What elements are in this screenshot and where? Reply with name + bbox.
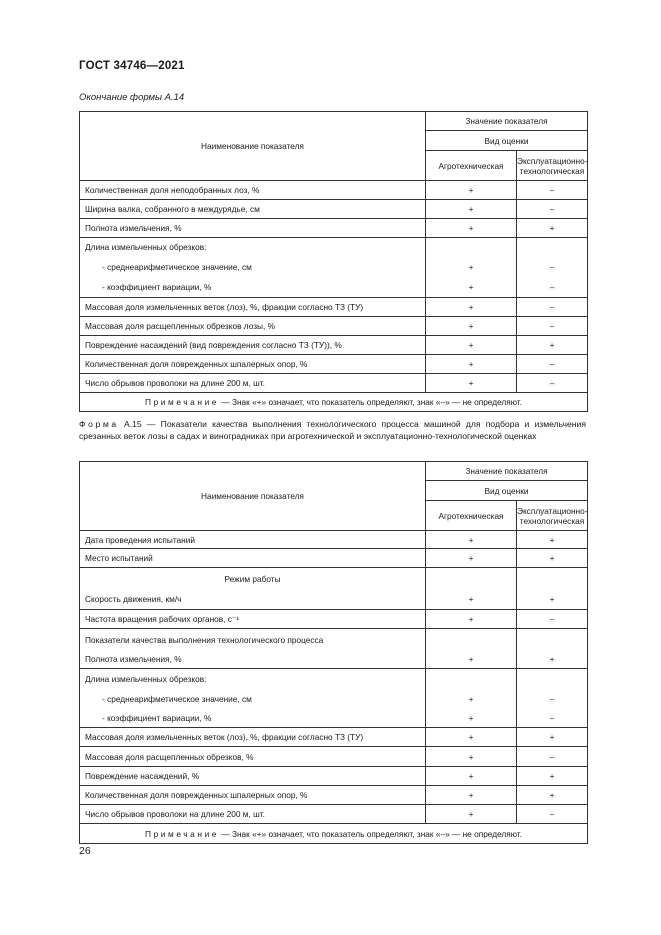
table-note	[80, 824, 588, 844]
table-cell-agro: +	[426, 786, 517, 805]
table-row-name: Длина измельченных обрезков:	[80, 669, 426, 689]
table-cell-expl: –	[517, 709, 588, 728]
table-row-name: Массовая доля расщепленных обрезков, %	[80, 747, 426, 767]
table-cell-agro: +	[426, 747, 517, 767]
note-text: — Знак «+» означает, что показатель определяют, знак «–» — не определяют.	[219, 828, 522, 839]
table-cell-agro	[426, 669, 517, 689]
table1-caption: Окончание формы А.14	[79, 92, 185, 103]
column-header-value: Значение показателя	[426, 462, 588, 481]
table-cell-agro: +	[426, 531, 517, 549]
table-cell-expl: –	[517, 298, 588, 317]
table-row-name: Число обрывов проволоки на длине 200 м, шт.	[80, 805, 426, 824]
table-cell-agro: +	[426, 767, 517, 786]
column-header-kind: Вид оценки	[426, 481, 588, 501]
table-row-name: Количественная доля поврежденных шпалерных опор, %	[80, 355, 426, 374]
table-row-name: Полнота измельчения, %	[80, 651, 426, 669]
table-row-name: Дата проведения испытаний	[80, 531, 426, 549]
table-row-name: Массовая доля измельченных веток (лоз), %, фракции согласно ТЗ (ТУ)	[80, 298, 426, 317]
column-header-value: Значение показателя	[426, 112, 588, 131]
table-cell-expl	[517, 629, 588, 651]
table-cell-agro: +	[426, 728, 517, 747]
table-row-name: - коэффициент вариации, %	[80, 709, 426, 728]
table-row-name: Повреждение насаждений (вид повреждения согласно ТЗ (ТУ)), %	[80, 336, 426, 355]
table-row-name: Место испытаний	[80, 549, 426, 568]
table-row-name: Скорость движения, км/ч	[80, 590, 426, 610]
table-cell-expl: +	[517, 590, 588, 610]
table-form-a14	[79, 111, 588, 412]
table-row-name: Число обрывов проволоки на длине 200 м, шт.	[80, 374, 426, 393]
table-cell-expl: –	[517, 610, 588, 629]
column-header-name: Наименование показателя	[80, 112, 426, 181]
table-row-name: - среднеарифметическое значение, см	[80, 257, 426, 278]
table-cell-agro	[426, 238, 517, 257]
table-cell-agro: +	[426, 336, 517, 355]
table-cell-expl: –	[517, 374, 588, 393]
table-cell-expl: +	[517, 531, 588, 549]
column-header-agro: Агротехническая	[426, 501, 517, 531]
table-cell-expl	[517, 669, 588, 689]
column-header-expl: Эксплуатационно-технологическая	[517, 151, 588, 181]
note-label: Примечание	[145, 828, 220, 839]
table-cell-expl: –	[517, 317, 588, 336]
table-note	[80, 393, 588, 412]
column-header-expl: Эксплуатационно-технологическая	[517, 501, 588, 531]
table-row-name: - коэффициент вариации, %	[80, 278, 426, 298]
table-cell-expl	[517, 568, 588, 590]
table-cell-expl: +	[517, 728, 588, 747]
note-text: — Знак «+» означает, что показатель определяют, знак «–» — не определяют.	[219, 397, 522, 407]
table-cell-agro: +	[426, 709, 517, 728]
table-form-a15	[79, 461, 588, 844]
table-row-name: - среднеарифметическое значение, см	[80, 689, 426, 709]
table-cell-expl: +	[517, 549, 588, 568]
table-cell-expl: –	[517, 257, 588, 278]
table-row-name: Длина измельченных обрезков:	[80, 238, 426, 257]
table-row-name: Частота вращения рабочих органов, с⁻¹	[80, 610, 426, 629]
table-cell-expl: +	[517, 786, 588, 805]
document-header: ГОСТ 34746—2021	[79, 60, 185, 72]
table-cell-agro: +	[426, 200, 517, 219]
table-cell-expl: +	[517, 651, 588, 669]
column-header-agro: Агротехническая	[426, 151, 517, 181]
table-cell-expl	[517, 238, 588, 257]
column-header-name: Наименование показателя	[80, 462, 426, 531]
table-cell-expl: –	[517, 355, 588, 374]
caption-text: А.15 — Показатели качества выполнения технологического процесса машиной для подбора и измельчения срезанных веток лозы в садах и виноградниках при агротехнической и эксплуатационно-технологической оценках	[79, 419, 586, 441]
table-cell-expl: –	[517, 278, 588, 298]
table-cell-agro: +	[426, 590, 517, 610]
table-cell-agro: +	[426, 610, 517, 629]
table-cell-agro	[426, 629, 517, 651]
table-cell-expl: +	[517, 767, 588, 786]
table-cell-agro: +	[426, 298, 517, 317]
table-cell-expl: +	[517, 219, 588, 238]
table-cell-agro: +	[426, 651, 517, 669]
table-row-name: Режим работы	[80, 568, 426, 590]
caption-label: Форма	[79, 419, 119, 429]
table-cell-agro: +	[426, 689, 517, 709]
column-header-kind: Вид оценки	[426, 131, 588, 151]
table-cell-agro: +	[426, 181, 517, 200]
table-cell-agro: +	[426, 219, 517, 238]
table-cell-expl: +	[517, 336, 588, 355]
table-row-name: Показатели качества выполнения технологического процесса	[80, 629, 426, 651]
table-row-name: Массовая доля расщепленных обрезков лозы, %	[80, 317, 426, 336]
table-row-name: Повреждение насаждений, %	[80, 767, 426, 786]
table-row-name: Ширина валка, собранного в междурядье, см	[80, 200, 426, 219]
table-cell-agro: +	[426, 805, 517, 824]
table-cell-agro: +	[426, 549, 517, 568]
table-row-name: Количественная доля поврежденных шпалерных опор, %	[80, 786, 426, 805]
table-cell-agro: +	[426, 355, 517, 374]
table-cell-expl: –	[517, 747, 588, 767]
table2-caption	[79, 418, 586, 442]
table-row-name: Количественная доля неподобранных лоз, %	[80, 181, 426, 200]
table-cell-agro	[426, 568, 517, 590]
table-cell-expl: –	[517, 181, 588, 200]
table-cell-agro: +	[426, 374, 517, 393]
table-cell-expl: –	[517, 805, 588, 824]
table-row-name: Массовая доля измельченных веток (лоз), %, фракции согласно ТЗ (ТУ)	[80, 728, 426, 747]
note-label: Примечание	[145, 397, 220, 407]
table-cell-expl: –	[517, 200, 588, 219]
table-cell-agro: +	[426, 257, 517, 278]
table-cell-agro: +	[426, 317, 517, 336]
table-cell-expl: –	[517, 689, 588, 709]
page-number: 26	[79, 845, 91, 857]
table-cell-agro: +	[426, 278, 517, 298]
table-row-name: Полнота измельчения, %	[80, 219, 426, 238]
